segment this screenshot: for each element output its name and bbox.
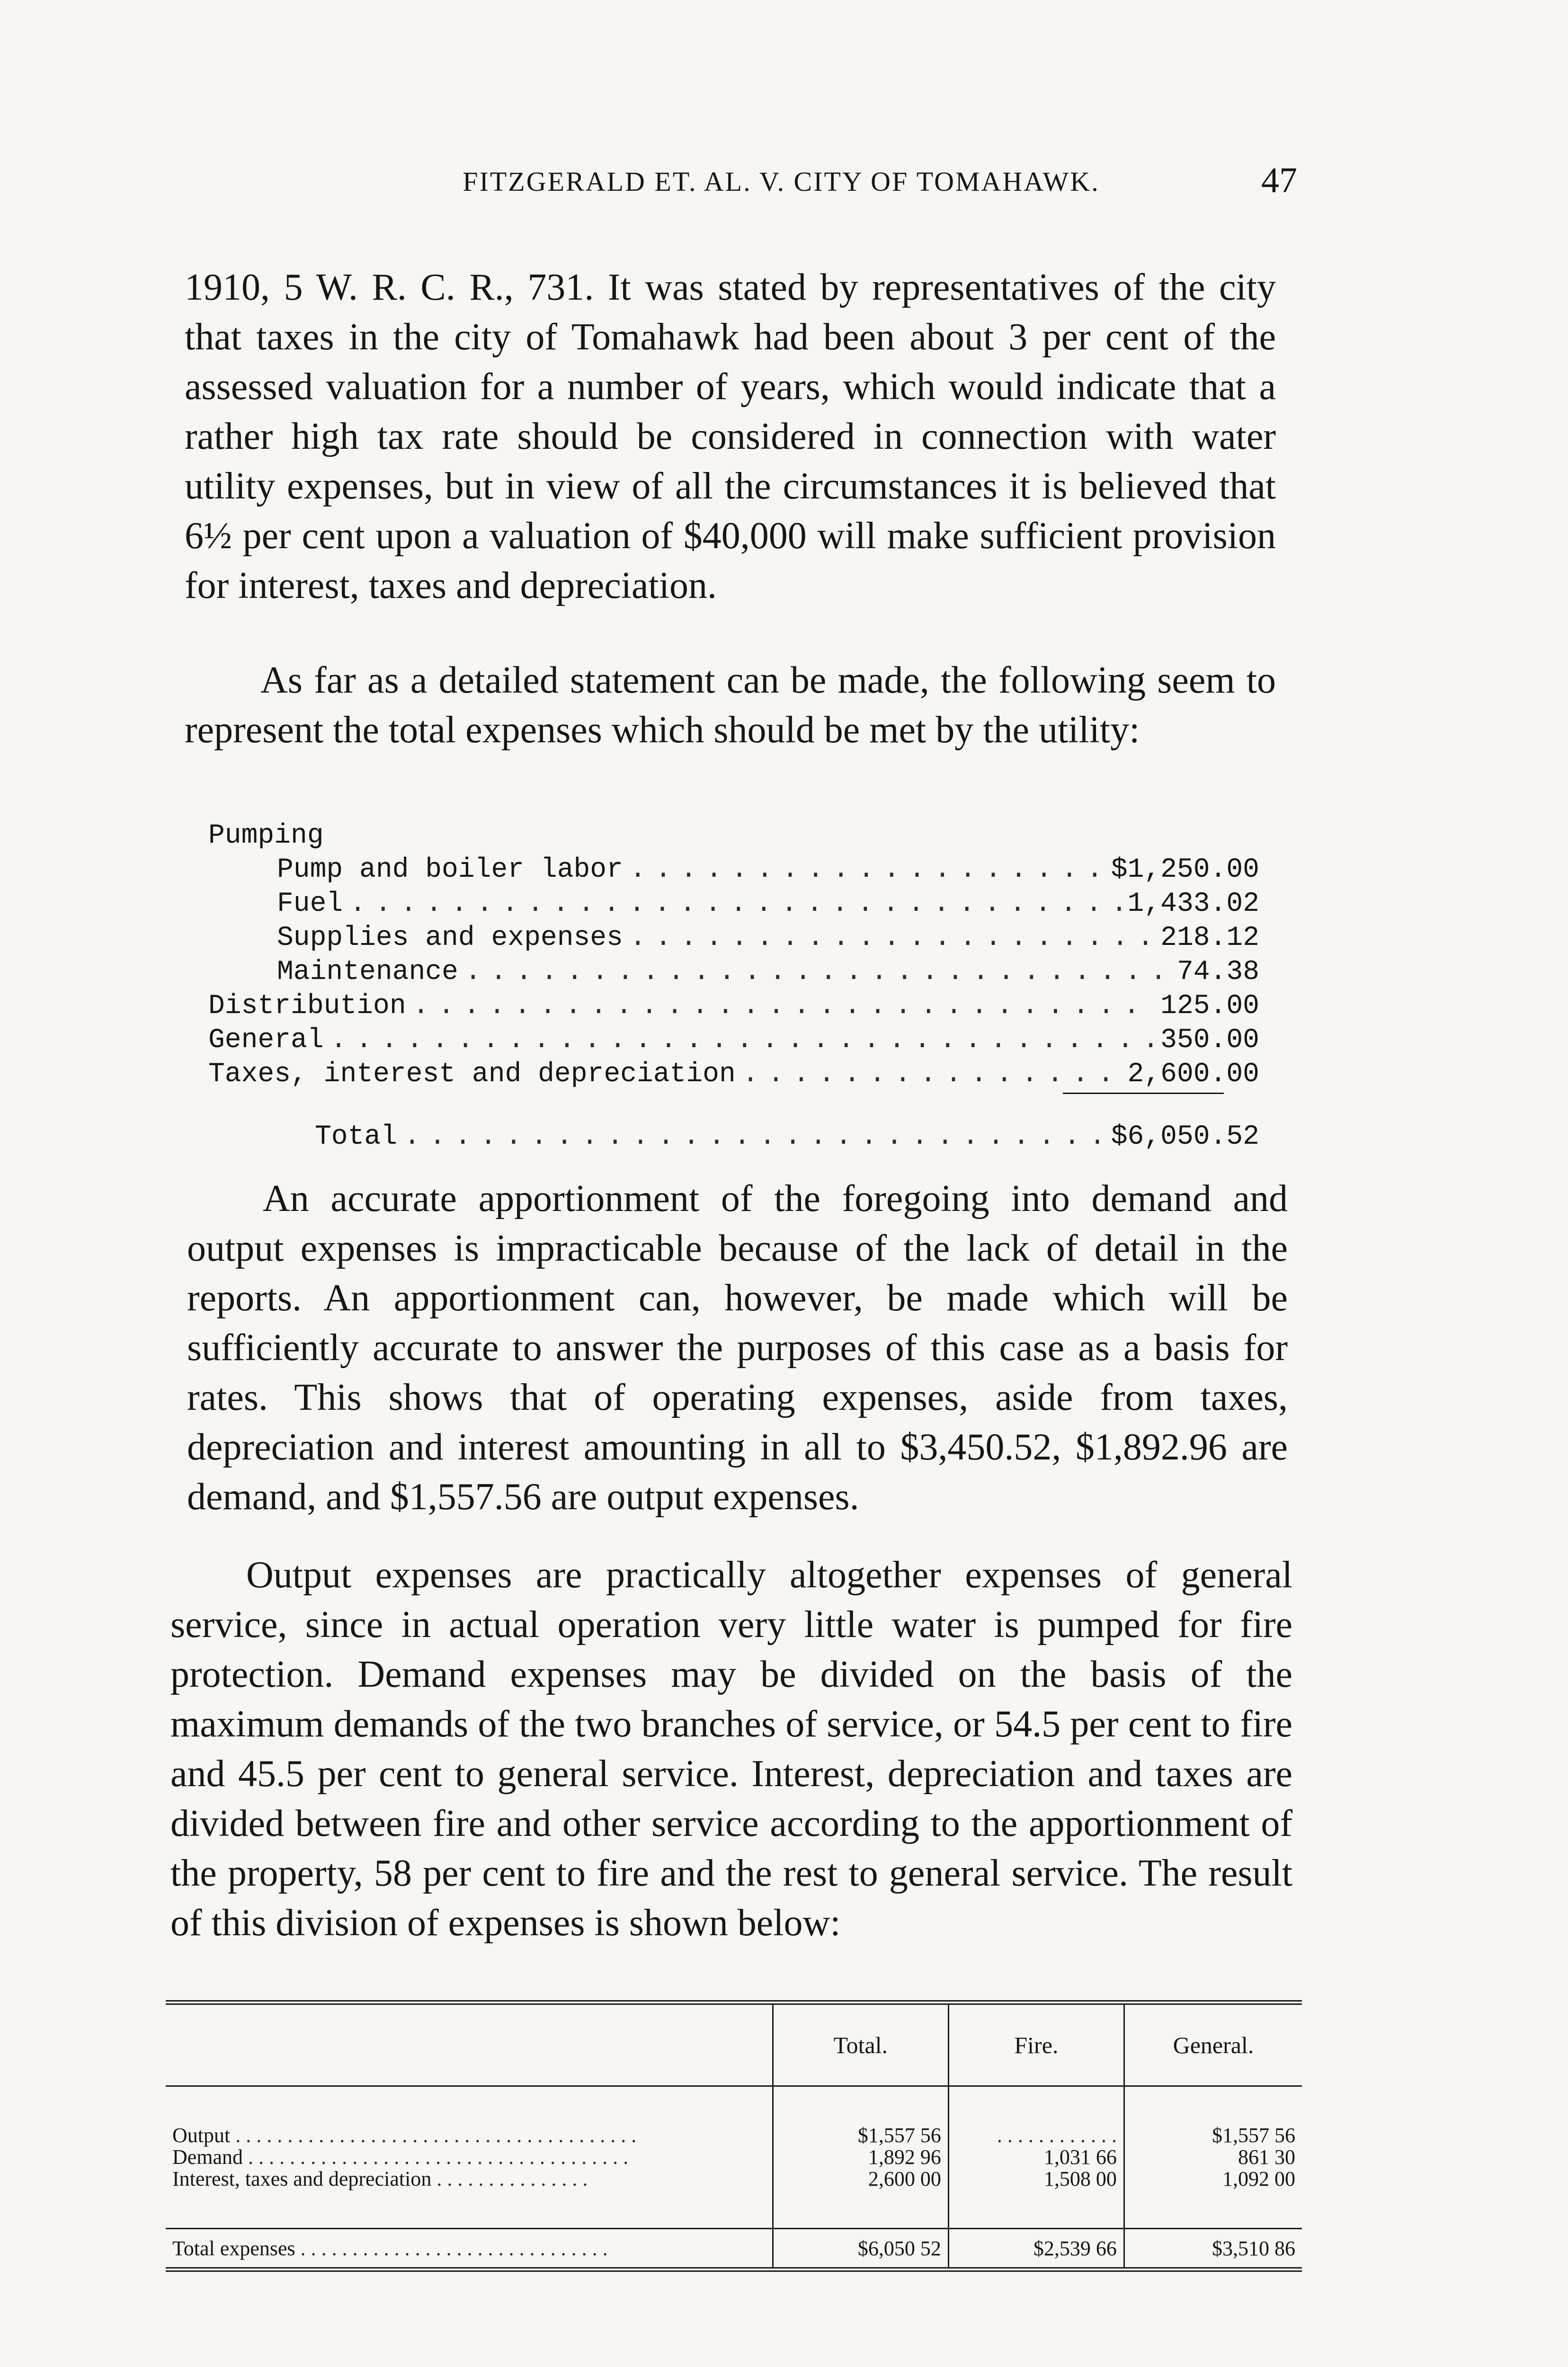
expense-amount: 2,600.00 bbox=[1127, 1059, 1259, 1090]
dot-leader bbox=[330, 1023, 1154, 1058]
table-spacer-row bbox=[166, 2086, 1302, 2125]
table-row bbox=[166, 2168, 1302, 2190]
row-label: Demand . . . . . . . . . . . . . . . . . . . . . . . . . . . . . . . . . . . . . bbox=[172, 2145, 629, 2169]
expense-row bbox=[208, 1058, 1259, 1092]
dot-leader: . . . . . . . . . . . . bbox=[997, 2124, 1117, 2147]
paragraph-apportionment: An accurate apportionment of the foregoing into demand and output expenses is impracticable because of the lack of detail in the reports. An apportionment can, however, be made which will be sufficiently accurate to answer the purposes of this case as a basis for rates. This shows that of operating expenses, aside from taxes, depreciation and interest amounting in all to $3,450.52, $1,892.96 are demand, and $1,557.56 are output expenses. bbox=[187, 1178, 1288, 1518]
expense-amount: 1,433.02 bbox=[1127, 889, 1259, 919]
cell-total: 1,892 96 bbox=[773, 2146, 948, 2168]
page-number: 47 bbox=[1261, 160, 1297, 200]
dot-leader bbox=[413, 989, 1154, 1023]
expense-total-label: Total bbox=[315, 1121, 398, 1152]
expense-total-amount: $6,050.52 bbox=[1111, 1121, 1259, 1152]
expense-amount: $1,250.00 bbox=[1111, 854, 1259, 885]
table-header-row bbox=[166, 2002, 1302, 2086]
expense-row bbox=[208, 955, 1259, 989]
paragraph-expense-intro: As far as a detailed statement can be made, the following seem to represent the total expenses which should be met by the utility: bbox=[185, 659, 1276, 751]
dot-leader bbox=[630, 853, 1105, 887]
table-spacer-row bbox=[166, 2190, 1302, 2229]
dot-leader: . . . . . . . . . . . . . . . . . . . . . . . . . . . . . . bbox=[295, 2236, 608, 2260]
dot-leader: . . . . . . . . . . . . . . . bbox=[431, 2167, 588, 2190]
cell-total: 2,600 00 bbox=[773, 2168, 948, 2190]
cell-general: $3,510 86 bbox=[1124, 2229, 1302, 2270]
cell-fire: 1,508 00 bbox=[948, 2168, 1124, 2190]
dot-leader bbox=[349, 887, 1121, 921]
expense-row bbox=[208, 989, 1259, 1023]
expense-amount: 74.38 bbox=[1176, 957, 1259, 988]
dot-leader: . . . . . . . . . . . . . . . . . . . . . . . . . . . . . . . . . . . . . . . bbox=[230, 2124, 637, 2147]
expense-row bbox=[208, 853, 1259, 887]
expense-heading-pumping: Pumping bbox=[208, 820, 324, 851]
expense-total-row bbox=[208, 1120, 1259, 1154]
header-fire: Fire. bbox=[948, 2002, 1124, 2086]
dot-leader bbox=[404, 1120, 1105, 1154]
running-head-title: FITZGERALD ET. AL. V. CITY OF TOMAHAWK. bbox=[463, 166, 1100, 197]
header-label-column bbox=[166, 2002, 773, 2086]
cell-general: 861 30 bbox=[1124, 2146, 1302, 2168]
table-row bbox=[166, 2125, 1302, 2146]
cell-total: $6,050 52 bbox=[773, 2229, 948, 2270]
cell-fire: 1,031 66 bbox=[948, 2146, 1124, 2168]
division-table-container bbox=[166, 2000, 1302, 2303]
expense-label: General bbox=[208, 1025, 324, 1056]
header-total: Total. bbox=[773, 2002, 948, 2086]
row-label: Interest, taxes and depreciation . . . . . . . . . . . . . . . bbox=[172, 2167, 588, 2190]
expense-label: Taxes, interest and depreciation bbox=[208, 1059, 736, 1090]
table-row bbox=[166, 2146, 1302, 2168]
dot-leader bbox=[465, 955, 1170, 989]
expense-amount: 218.12 bbox=[1160, 923, 1259, 953]
expense-amount: 350.00 bbox=[1160, 1025, 1259, 1056]
dot-leader bbox=[742, 1058, 1121, 1092]
expense-label: Fuel bbox=[277, 889, 343, 919]
dot-leader bbox=[630, 921, 1154, 955]
row-label: Total expenses . . . . . . . . . . . . . . . . . . . . . . . . . . . . . . bbox=[166, 2229, 773, 2270]
expense-row bbox=[208, 1023, 1259, 1058]
expense-row bbox=[208, 887, 1259, 921]
cell-total: $1,557 56 bbox=[773, 2125, 948, 2146]
division-table bbox=[166, 2000, 1302, 2272]
cell-general: $1,557 56 bbox=[1124, 2125, 1302, 2146]
expense-list bbox=[208, 819, 1259, 1154]
cell-general: 1,092 00 bbox=[1124, 2168, 1302, 2190]
expense-amount: 125.00 bbox=[1160, 991, 1259, 1022]
header-general: General. bbox=[1124, 2002, 1302, 2086]
expense-row bbox=[208, 921, 1259, 955]
row-label: Output . . . . . . . . . . . . . . . . . . . . . . . . . . . . . . . . . . . . . . . bbox=[172, 2124, 637, 2147]
dot-leader: . . . . . . . . . . . . . . . . . . . . . . . . . . . . . . . . . . . . . bbox=[243, 2145, 629, 2169]
cell-fire: $2,539 66 bbox=[948, 2229, 1124, 2270]
paragraph-tax-rate: 1910, 5 W. R. C. R., 731. It was stated by representatives of the city that taxes in the city of Tomahawk had been about 3 per cent of the assessed valuation for a number of years, which would indicate that a rather high tax rate should be considered in connection with water utility expenses, but in view of all the circumstances it is believed that 6½ per cent upon a valuation of $40,000 will make sufficient provision for interest, taxes and depreciation. bbox=[185, 267, 1276, 606]
paragraph-division: Output expenses are practically altogether expenses of general service, since in actual operation very little water is pumped for fire protection. Demand expenses may be divided on the basis of the maximum demands of the two branches of service, or 54.5 per cent to fire and 45.5 per cent to general service. Interest, depreciation and taxes are divided between fire and other service according to the apportionment of the property, 58 per cent to fire and the rest to general service. The result of this division of expenses is shown below: bbox=[170, 1554, 1292, 1944]
total-rule-divider bbox=[1063, 1093, 1224, 1094]
expense-label: Pump and boiler labor bbox=[277, 854, 623, 885]
expense-label: Distribution bbox=[208, 991, 406, 1022]
expense-label: Maintenance bbox=[277, 957, 458, 988]
expense-label: Supplies and expenses bbox=[277, 923, 623, 953]
cell-fire bbox=[948, 2125, 1124, 2146]
table-total-row bbox=[166, 2229, 1302, 2270]
